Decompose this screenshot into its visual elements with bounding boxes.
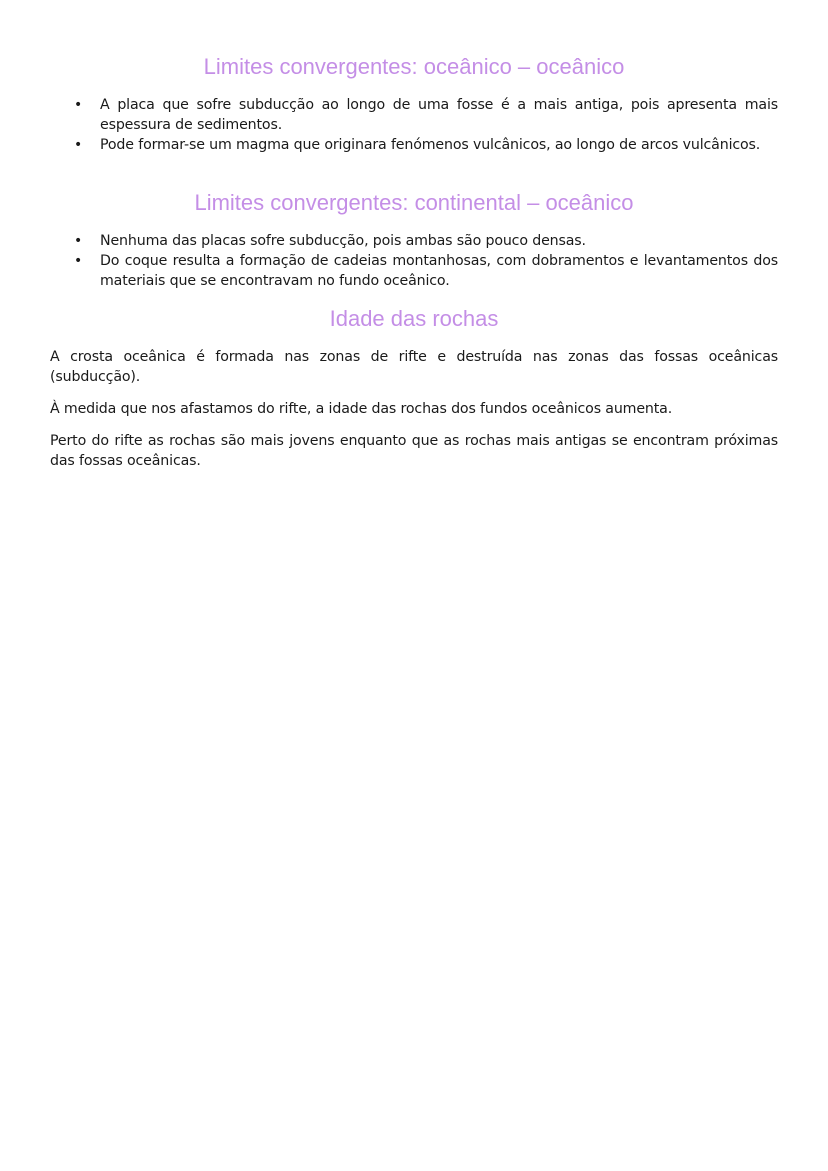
list-item [50,135,778,155]
bullet-icon: • [74,137,83,153]
bullet-icon: • [74,97,83,113]
list-item [50,251,778,291]
paragraph: À medida que nos afastamos do rifte, a idade das rochas dos fundos oceânicos aumenta. [50,401,673,417]
list-item-text: Do coque resulta a formação de cadeias montanhosas, com dobramentos e levantamentos dos materiais que se encontravam no fundo oceânico. [100,253,778,289]
list-item-text: Pode formar-se um magma que originara fenómenos vulcânicos, ao longo de arcos vulcânicos. [100,137,761,153]
list-item-text: A placa que sofre subducção ao longo de uma fosse é a mais antiga, pois apresenta mais espessura de sedimentos. [100,97,778,133]
section-heading-rock-age: Idade das rochas [329,306,499,331]
list-item [50,231,778,251]
bullet-list-oceanic-oceanic [50,95,778,155]
paragraph: A crosta oceânica é formada nas zonas de rifte e destruída nas zonas das fossas oceânicas (subducção). [50,349,778,385]
section-heading-continental-oceanic: Limites convergentes: continental – oceânico [194,190,634,215]
bullet-icon: • [74,253,83,269]
list-item-text: Nenhuma das placas sofre subducção, pois ambas são pouco densas. [100,233,586,249]
list-item [50,95,778,135]
bullet-list-continental-oceanic [50,231,778,291]
paragraph: Perto do rifte as rochas são mais jovens enquanto que as rochas mais antigas se encontram próximas das fossas oceânicas. [50,433,778,469]
section-heading-oceanic-oceanic: Limites convergentes: oceânico – oceânico [203,54,625,79]
bullet-icon: • [74,233,83,249]
